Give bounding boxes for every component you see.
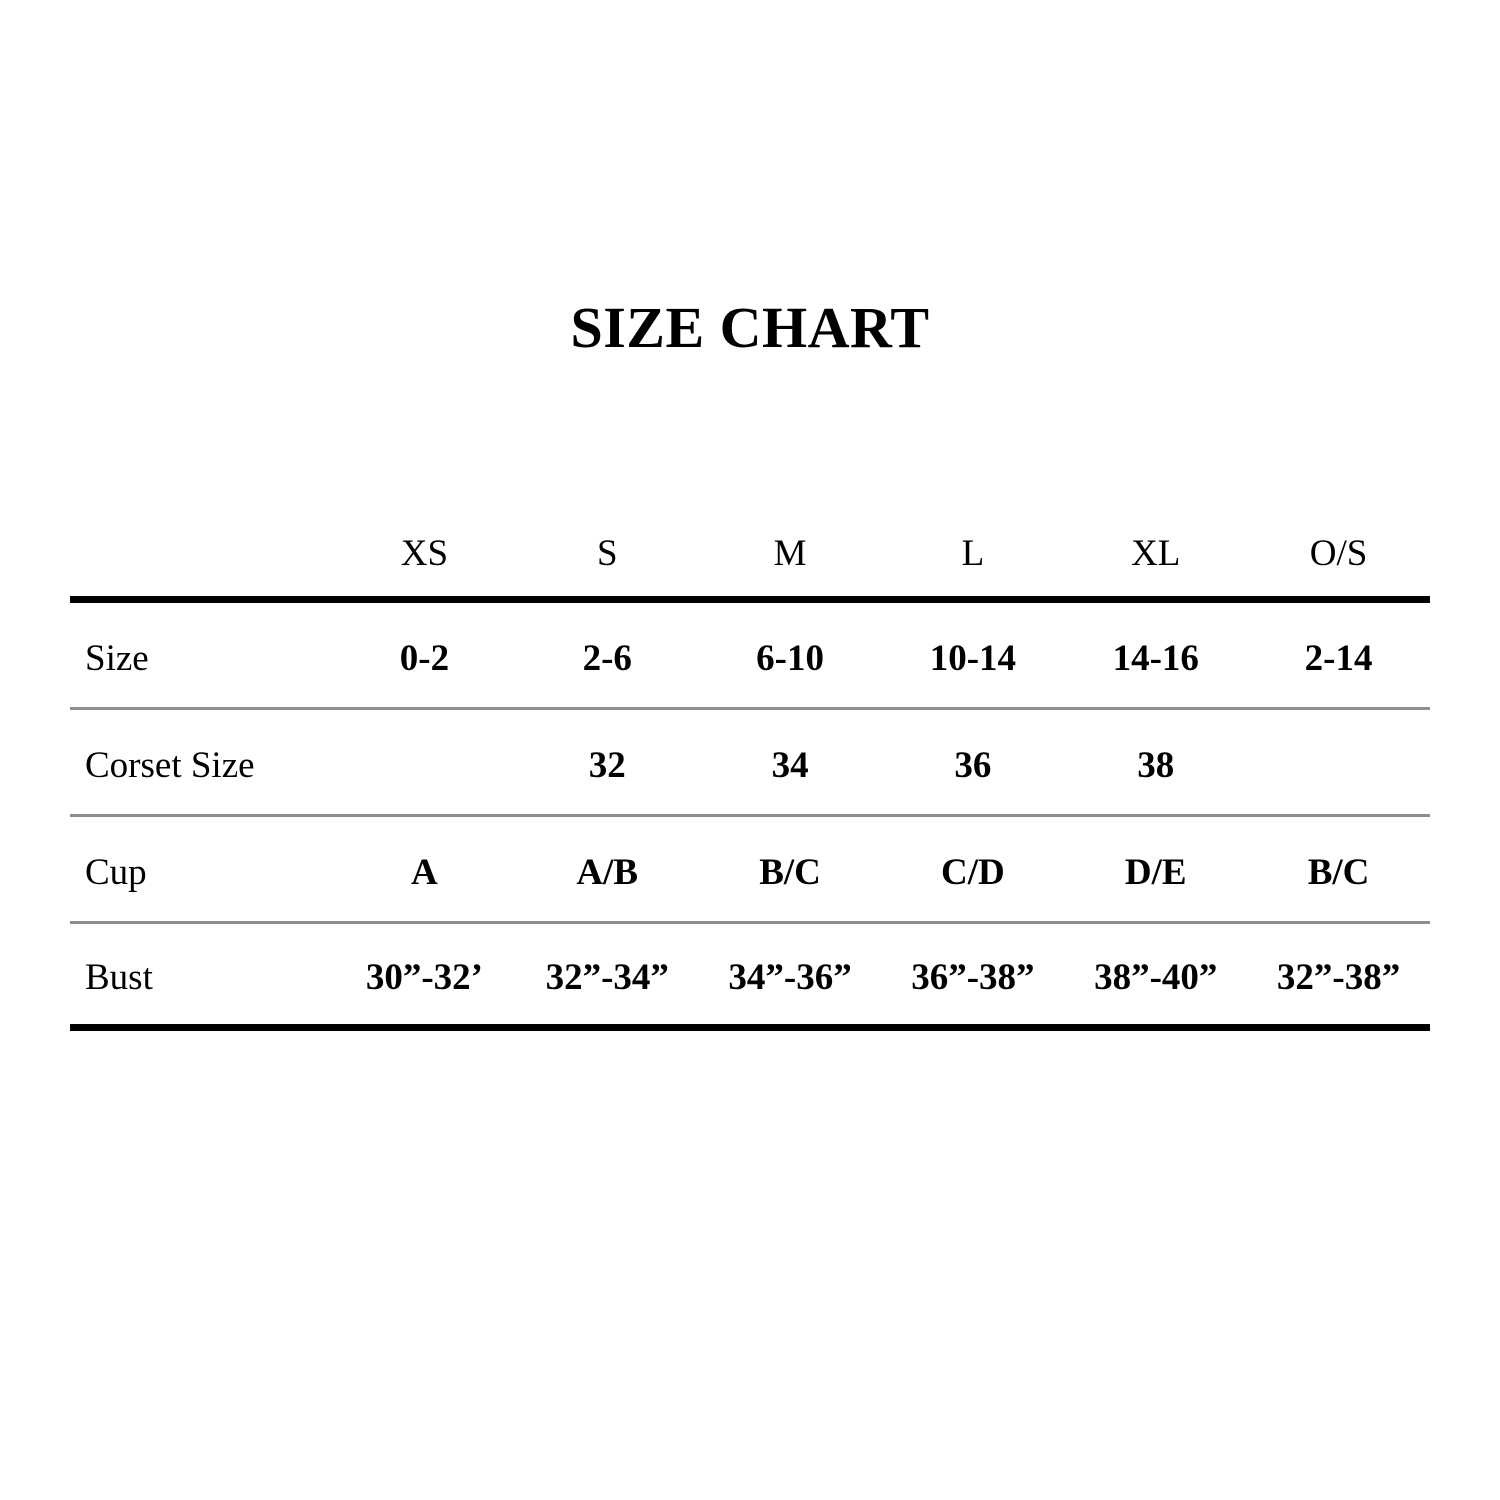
cell-cup-m: B/C	[759, 851, 821, 893]
table-row-corset-size	[70, 710, 1430, 817]
cell-cup-xl: D/E	[1124, 851, 1187, 893]
cell-bust-xs: 30”-32’	[365, 956, 483, 998]
cell-bust-l: 36”-38”	[911, 956, 1035, 998]
cell-size-l: 10-14	[929, 637, 1017, 679]
cell-corset-l: 36	[954, 744, 992, 786]
cell-size-os: 2-14	[1304, 637, 1373, 679]
cell-bust-os: 32”-38”	[1276, 956, 1401, 998]
page-title: SIZE CHART	[570, 295, 930, 360]
size-chart-table	[70, 513, 1430, 1031]
cell-cup-l: C/D	[941, 851, 1005, 893]
column-header-os: O/S	[1309, 533, 1368, 575]
cell-size-xs: 0-2	[399, 637, 450, 679]
column-header-xl: XL	[1131, 533, 1181, 575]
cell-cup-os: B/C	[1307, 851, 1370, 893]
cell-size-m: 6-10	[756, 637, 824, 679]
cell-bust-s: 32”-34”	[545, 956, 669, 998]
cell-size-xl: 14-16	[1112, 637, 1199, 679]
column-header-m: M	[773, 533, 807, 575]
table-row-size	[70, 603, 1430, 710]
row-label-cup: Cup	[85, 851, 147, 893]
cell-cup-s: A/B	[576, 851, 639, 893]
cell-bust-m: 34”-36”	[728, 956, 852, 998]
row-label-corset-size: Corset Size	[85, 744, 255, 786]
row-label-bust: Bust	[85, 956, 153, 998]
cell-corset-m: 34	[771, 744, 809, 786]
cell-corset-xl: 38	[1137, 744, 1175, 786]
cell-bust-xl: 38”-40”	[1094, 956, 1218, 998]
header-row	[70, 513, 1430, 603]
table-row-bust	[70, 924, 1430, 1031]
column-header-s: S	[596, 533, 618, 575]
row-label-size: Size	[85, 637, 149, 679]
cell-corset-s: 32	[588, 744, 626, 786]
column-header-l: L	[961, 533, 985, 575]
column-header-xs: XS	[400, 533, 449, 575]
table-row-cup	[70, 817, 1430, 924]
cell-cup-xs: A	[411, 851, 438, 893]
cell-size-s: 2-6	[582, 637, 632, 679]
